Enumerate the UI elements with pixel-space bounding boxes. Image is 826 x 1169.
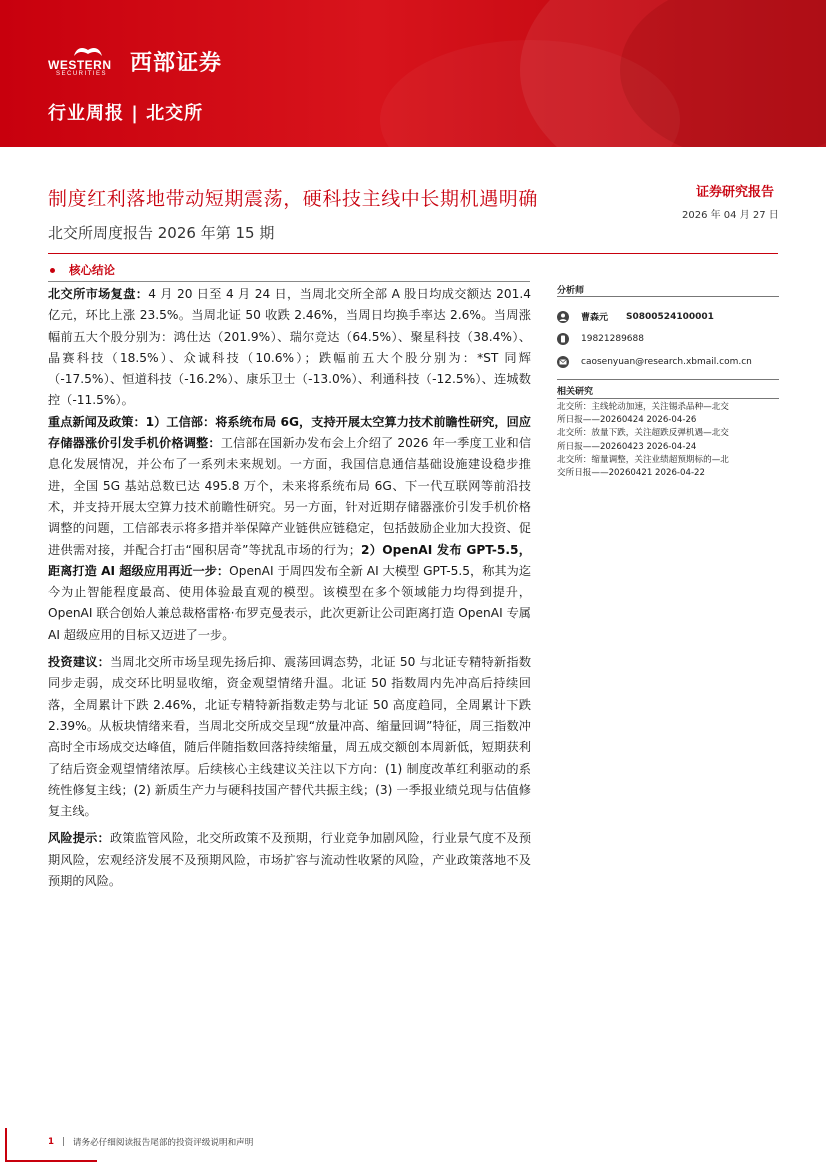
summary-heading-text: 核心结论: [69, 263, 115, 277]
footer-disclaimer: 请务必仔细阅读报告尾部的投资评级说明和声明: [72, 1138, 254, 1148]
news-policy-paragraph: [48, 412, 531, 646]
related-research-list: [557, 401, 782, 480]
paragraph-text: 工信部在国新办发布会上介绍了 2026 年一季度工业和信息化发展情况，并公布了一系列未来规划。一方面，我国信息通信基础设施建设稳步推进，全国 5G 基站总数已达 495.8 万个，未来将系统布局 6G、下一代互联网等前沿技术，并支持开展太空算力技术前瞻性研究。另一方面，针对近期存储器涨价引发手机价格调整的问题，工信部表示将多措并举保障产业链供应链稳定，包括鼓励企业加大投资、促进供需对接，并配合打击“囤积居奇”等扰乱市场的行为；: [48, 436, 532, 557]
market-review-paragraph: [48, 284, 531, 412]
analyst-certificate: S0800524100001: [626, 311, 714, 322]
report-type-label: 证券研究报告: [696, 185, 775, 200]
page-footer: [48, 1136, 253, 1148]
bull-horn-icon: [72, 44, 104, 58]
analyst-divider: [557, 296, 779, 297]
page-number: 1: [48, 1137, 54, 1147]
analyst-name-row: [557, 310, 714, 323]
report-main-title: 制度红利落地带动短期震荡，硬科技主线中长期机遇明确: [48, 188, 539, 210]
title-divider: [48, 253, 778, 254]
paragraph-lead: 重点新闻及政策：1）工信部：将系统布局 6G，支持开展太空算力技术前瞻性研究，回应存储器涨价引发手机价格调整：: [48, 414, 531, 451]
corner-decoration: [5, 1128, 7, 1162]
analyst-email[interactable]: caosenyuan@research.xbmail.com.cn: [581, 357, 752, 367]
logo-chinese-name: 西部证券: [130, 50, 223, 76]
analyst-name: 曹森元: [581, 313, 609, 323]
paragraph-lead: 投资建议：: [48, 655, 111, 670]
corner-decoration: [5, 1160, 97, 1162]
related-research-item[interactable]: 交所日报——20260421 2026-04-22: [557, 468, 705, 479]
related-divider: [557, 398, 779, 399]
bullet-icon: [50, 268, 55, 273]
paragraph-text-secondary: OpenAI 于周四发布全新 AI 大模型 GPT-5.5，称其为迄今为止智能程度最高、使用体验最直观的模型。该模型在多个领域能力均得到提升，OpenAI 联合创始人兼总裁格雷格·布罗克曼表示，此次更新让公司距离打造 OpenAI 专属 AI 超级应用的目标又迈进了一步。: [48, 563, 532, 642]
company-logo: [48, 44, 222, 78]
risk-warning-paragraph: [48, 828, 531, 892]
related-research-item[interactable]: 北交所：放量下跌，关注超跌反弹机遇—北交: [557, 428, 729, 439]
person-icon: [557, 311, 569, 323]
report-date: 2026 年 04 月 27 日: [682, 210, 779, 221]
email-icon: [557, 356, 569, 368]
related-research-item[interactable]: 所日报——20260424 2026-04-26: [557, 415, 697, 426]
related-divider-top: [557, 379, 779, 380]
analyst-phone-row: [557, 333, 644, 345]
analyst-phone: 19821289688: [581, 334, 644, 344]
investment-advice-paragraph: [48, 652, 531, 822]
logo-english-subtitle: SECURITIES: [56, 71, 108, 77]
paragraph-text: 4 月 20 日至 4 月 24 日，当周北交所全部 A 股日均成交额达 201.4 亿元，环比上涨 23.5%。当周北证 50 收跌 2.46%，当周日均换手率达 2.6%。当周涨幅前五大个股分别为：鸿仕达（201.9%）、瑞尔竞达（64.5%）、聚星科技（38.4%）、晶赛科技（18.5%）、众诚科技（10.6%）；跌幅前五大个股分别为：*ST 同辉（-17.5%）、恒道科技（-16.2%）、康乐卫士（-13.0%）、利通科技（-12.5%）、连城数控（-11.5%）。: [48, 287, 531, 408]
paragraph-lead: 北交所市场复盘：: [48, 287, 149, 301]
analyst-email-row: [557, 356, 752, 368]
report-sub-title: 北交所周度报告 2026 年第 15 期: [48, 224, 275, 242]
related-research-item[interactable]: 北交所：缩量调整，关注业绩超预期标的—北: [557, 454, 729, 465]
related-research-heading: 相关研究: [557, 387, 594, 397]
logo-mark: [48, 44, 126, 78]
footer-separator: |: [61, 1137, 65, 1147]
related-research-item[interactable]: 北交所：主线轮动加速，关注锡杀品种—北交: [557, 402, 729, 412]
summary-body: [48, 284, 531, 892]
analyst-heading: 分析师: [557, 286, 585, 296]
report-header-banner: [0, 0, 826, 147]
related-research-item[interactable]: 所日报——20260423 2026-04-24: [557, 441, 697, 452]
summary-divider: [48, 281, 530, 282]
paragraph-text: 政策监管风险，北交所政策不及预期，行业竞争加剧风险，行业景气度不及预期风险，宏观经济发展不及预期风险，市场扩容与流动性收紧的风险，产业政策落地不及预期的风险。: [48, 831, 532, 889]
paragraph-text: 当周北交所市场呈现先扬后抑、震荡回调态势，北证 50 与北证专精特新指数同步走弱，成交环比明显收缩，资金观望情绪升温。北证 50 指数周内先冲高后持续回落，全周累计下跌 2.46%，北证专精特新指数走势与北证 50 高度趋同，全周累计下跌 2.39%。从板块情绪来看，当周北交所成交呈现“放量冲高、缩量回调”特征，周三指数冲高时全市场成交达峰值，随后伴随指数回落持续缩量，周五成交额创本周新低，短期获利了结后资金观望情绪浓厚。后续核心主线建议关注以下方向：(1) 制度改革红利驱动的系统性修复主线；(2) 新质生产力与硬科技国产替代共振主线；(3) 一季报业绩兑现与估值修复主线。: [48, 655, 532, 819]
paragraph-lead: 风险提示：: [48, 831, 110, 846]
logo-english-name: WESTERN: [48, 58, 112, 72]
report-section-tag: 行业周报 | 北交所: [48, 103, 204, 124]
paragraph-lead-secondary: 2）OpenAI 发布 GPT-5.5，距离打造 AI 超级应用再近一步：: [48, 542, 531, 578]
phone-icon: [557, 333, 569, 345]
summary-heading: [48, 260, 530, 280]
